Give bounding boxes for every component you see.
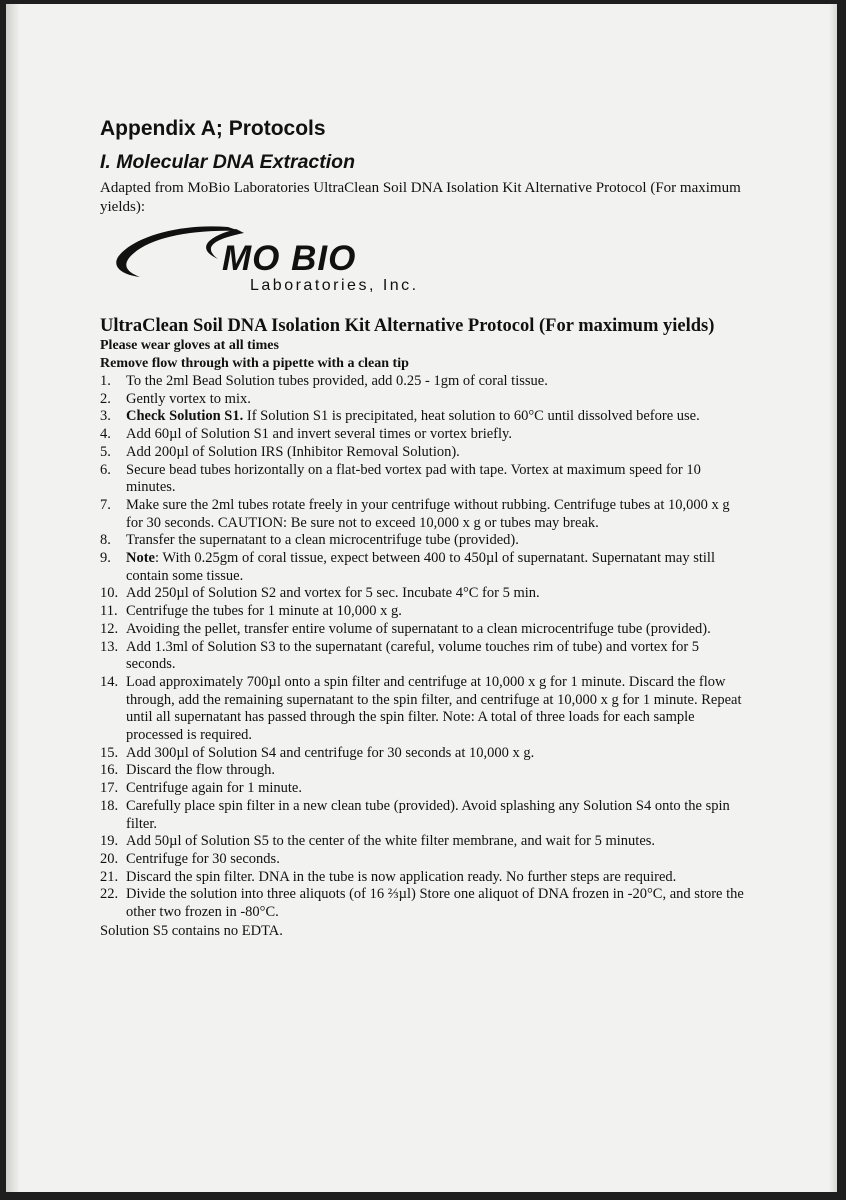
step-text: Load approximately 700µl onto a spin filter and centrifuge at 10,000 x g for 1 minute. Discard the flow through, add the remaining supernatant to the spin filter, and centrifuge at 10,000 x g for 1 minute. Repeat until all supernatant has passed through the spin filter. Note: A total of three loads for each sample processed is required.	[126, 673, 742, 744]
protocol-step	[100, 391, 750, 409]
protocol-title: UltraClean Soil DNA Isolation Kit Alternative Protocol (For maximum yields)	[100, 316, 715, 336]
protocol-step	[100, 497, 750, 532]
logo-subtitle: Laboratories, Inc.	[250, 277, 419, 294]
page-content	[100, 116, 750, 940]
protocol-step	[100, 373, 750, 391]
protocol-step	[100, 833, 750, 851]
document-page	[6, 4, 837, 1192]
step-text: Add 60µl of Solution S1 and invert several times or vortex briefly.	[126, 426, 512, 443]
step-text: Divide the solution into three aliquots (of 16 ⅔µl) Store one aliquot of DNA frozen in -20°C, and store the other two frozen in -80°C.	[126, 886, 744, 921]
protocol-step	[100, 745, 750, 763]
protocol-step	[100, 408, 750, 426]
step-number: 17.	[100, 780, 119, 797]
step-number: 11.	[100, 603, 118, 620]
step-text: Avoiding the pellet, transfer entire volume of supernatant to a clean microcentrifuge tube (provided).	[126, 620, 711, 637]
step-text: Add 250µl of Solution S2 and vortex for 5 sec. Incubate 4°C for 5 min.	[126, 585, 540, 602]
step-text: : With 0.25gm of coral tissue, expect between 400 to 450µl of supernatant. Supernatant may still contain some tissue.	[126, 550, 715, 584]
intro-text: Adapted from MoBio Laboratories UltraClean Soil DNA Isolation Kit Alternative Protocol (For maximum yields):	[100, 180, 741, 215]
mobio-logo	[110, 217, 750, 315]
protocol-step	[100, 462, 750, 497]
step-number: 10.	[100, 585, 119, 602]
step-text: Centrifuge the tubes for 1 minute at 10,000 x g.	[126, 603, 402, 620]
protocol-step	[100, 762, 750, 780]
step-text: Centrifuge for 30 seconds.	[126, 850, 280, 867]
step-text: Centrifuge again for 1 minute.	[126, 780, 302, 797]
step-text: Gently vortex to mix.	[126, 390, 251, 407]
step-number: 12.	[100, 620, 119, 637]
appendix-heading: Appendix A; Protocols	[100, 117, 326, 140]
page-spine-shadow	[6, 4, 20, 1192]
step-text: Add 300µl of Solution S4 and centrifuge for 30 seconds at 10,000 x g.	[126, 744, 535, 761]
step-emphasis: Note	[126, 550, 155, 567]
step-emphasis: Check Solution S1.	[126, 408, 244, 425]
protocol-step	[100, 444, 750, 462]
step-number: 19.	[100, 833, 119, 850]
step-number: 9.	[100, 550, 111, 567]
protocol-step	[100, 532, 750, 550]
page-edge-shadow	[829, 4, 837, 1192]
step-number: 7.	[100, 496, 111, 513]
protocol-step	[100, 639, 750, 674]
step-text: Make sure the 2ml tubes rotate freely in your centrifuge without rubbing. Centrifuge tubes at 10,000 x g for 30 seconds. CAUTION: Be sure not to exceed 10,000 x g or tubes may break.	[126, 496, 730, 531]
protocol-step	[100, 603, 750, 621]
step-number: 13.	[100, 638, 119, 655]
protocol-step	[100, 798, 750, 833]
step-text: If Solution S1 is precipitated, heat solution to 60°C until dissolved before use.	[243, 408, 700, 425]
protocol-step	[100, 780, 750, 798]
note-gloves: Please wear gloves at all times	[100, 338, 279, 353]
section-heading: I. Molecular DNA Extraction	[100, 151, 355, 173]
step-text: Discard the flow through.	[126, 762, 275, 779]
protocol-step	[100, 621, 750, 639]
step-number: 21.	[100, 868, 119, 885]
step-number: 22.	[100, 886, 119, 903]
step-text: Add 50µl of Solution S5 to the center of the white filter membrane, and wait for 5 minutes.	[126, 833, 656, 850]
protocol-step	[100, 869, 750, 887]
step-number: 16.	[100, 762, 119, 779]
protocol-step	[100, 851, 750, 869]
step-text: Add 1.3ml of Solution S3 to the supernatant (careful, volume touches rim of tube) and vortex for 5 seconds.	[126, 638, 700, 673]
step-text: Add 200µl of Solution IRS (Inhibitor Removal Solution).	[126, 443, 460, 460]
protocol-steps	[100, 373, 750, 922]
protocol-step	[100, 426, 750, 444]
step-number: 6.	[100, 461, 111, 478]
note-flow-through: Remove flow through with a pipette with a clean tip	[100, 356, 409, 371]
step-number: 3.	[100, 408, 111, 425]
closing-note: Solution S5 contains no EDTA.	[100, 922, 283, 939]
protocol-step	[100, 886, 750, 921]
protocol-step	[100, 585, 750, 603]
step-text: Transfer the supernatant to a clean microcentrifuge tube (provided).	[126, 532, 519, 549]
step-text: Secure bead tubes horizontally on a flat-bed vortex pad with tape. Vortex at maximum speed for 10 minutes.	[126, 461, 701, 496]
step-number: 4.	[100, 426, 111, 443]
step-number: 5.	[100, 443, 111, 460]
logo-name: MO BIO	[222, 239, 357, 278]
step-number: 20.	[100, 850, 119, 867]
step-text: Carefully place spin filter in a new clean tube (provided). Avoid splashing any Solution S4 onto the spin filter.	[126, 797, 730, 832]
protocol-step	[100, 674, 750, 745]
step-number: 18.	[100, 797, 119, 814]
step-number: 8.	[100, 532, 111, 549]
step-number: 14.	[100, 673, 119, 690]
step-text: To the 2ml Bead Solution tubes provided, add 0.25 - 1gm of coral tissue.	[126, 373, 548, 389]
protocol-step	[100, 550, 750, 585]
step-number: 2.	[100, 390, 111, 407]
step-text: Discard the spin filter. DNA in the tube is now application ready. No further steps are required.	[126, 868, 677, 885]
step-number: 1.	[100, 373, 111, 389]
step-number: 15.	[100, 744, 119, 761]
